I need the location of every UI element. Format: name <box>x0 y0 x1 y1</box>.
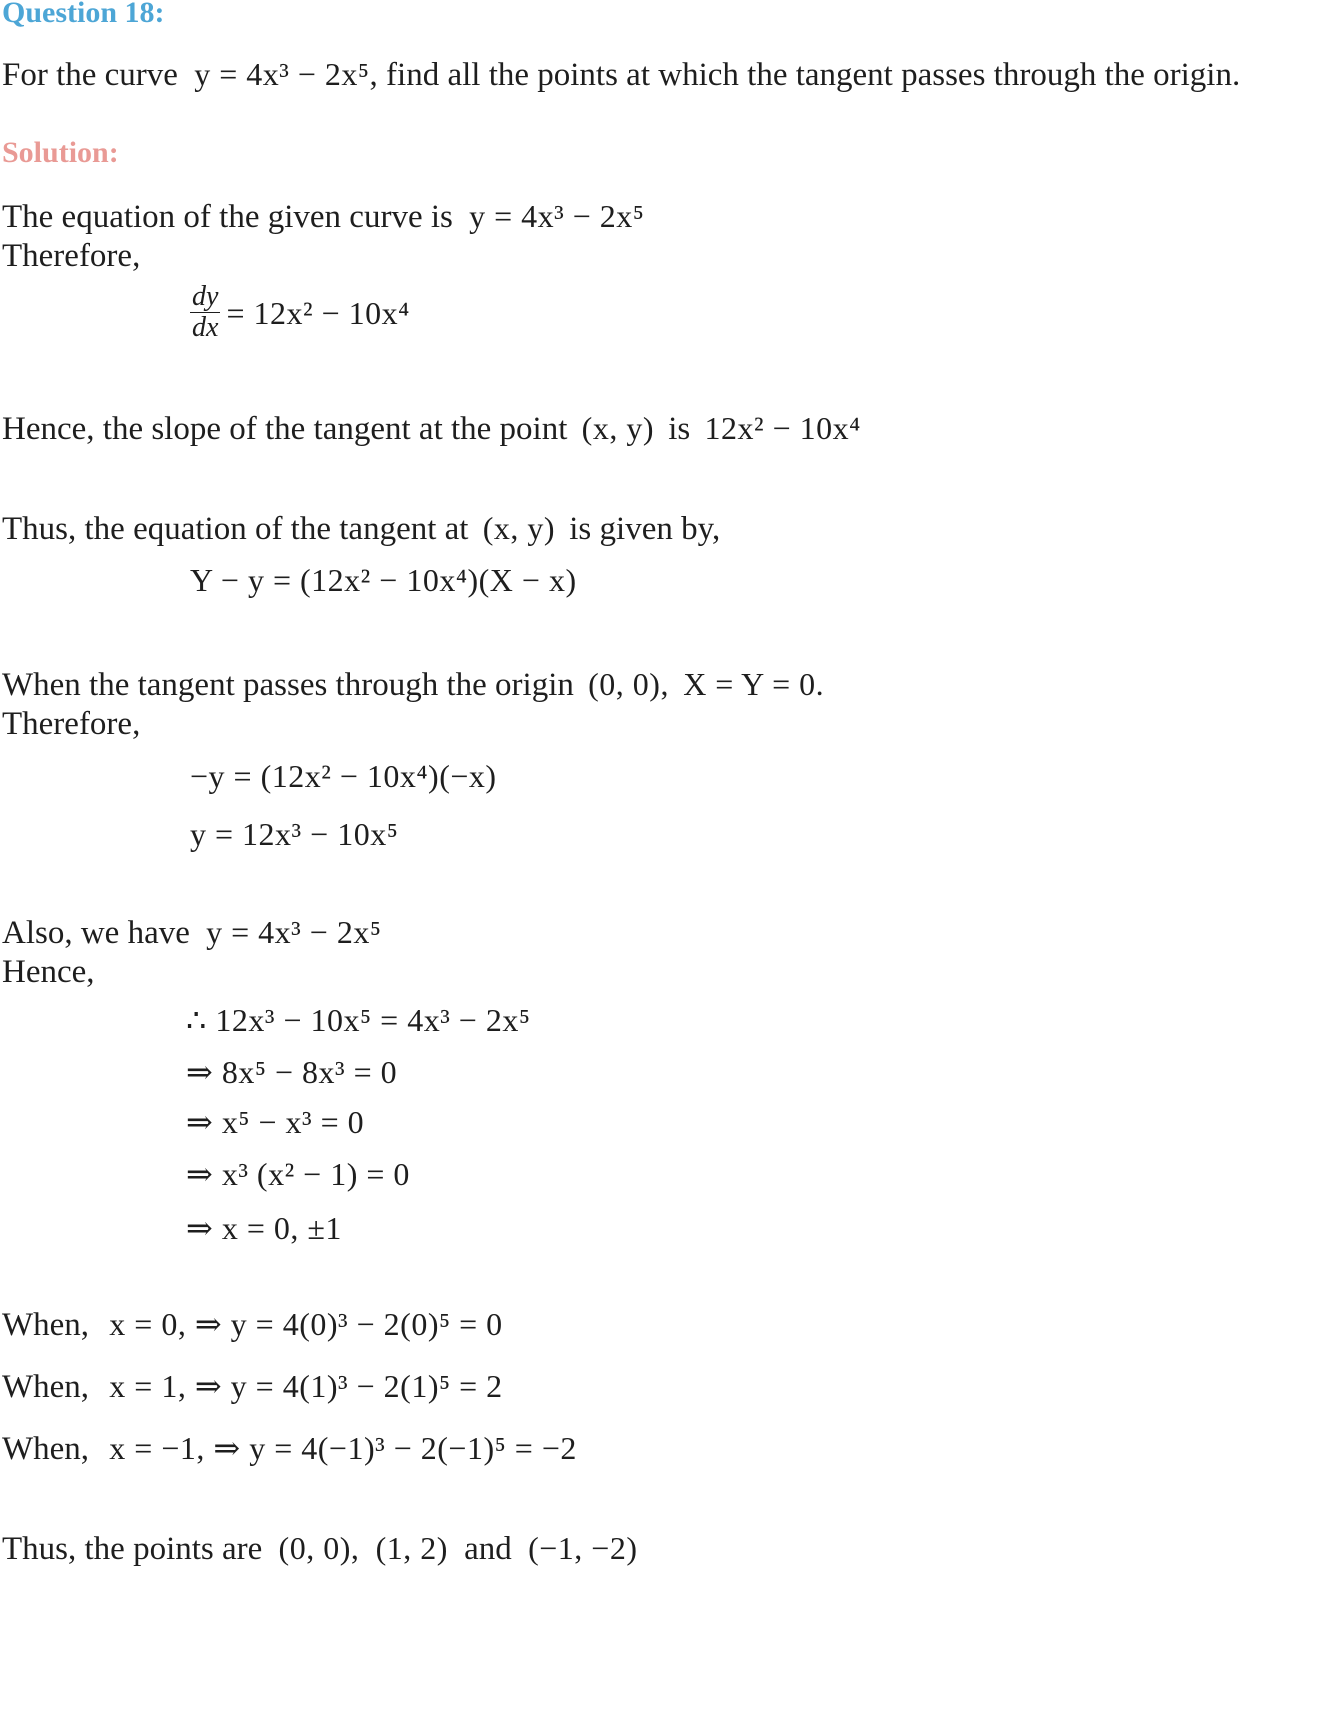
tangent-equation: Y − y = (12x² − 10x⁴)(X − x) <box>190 562 577 598</box>
slope-value: 12x² − 10x⁴ <box>704 410 861 446</box>
step-4: ⇒ x³ (x² − 1) = 0 <box>186 1156 410 1192</box>
step-2: ⇒ 8x⁵ − 8x³ = 0 <box>186 1054 398 1090</box>
therefore-2: Therefore, <box>2 706 141 742</box>
slope-is: is <box>668 411 691 447</box>
statement-suffix: , find all the points at which the tangent passes through the origin. <box>369 57 1241 93</box>
solution-title: Solution: <box>2 136 119 169</box>
origin-point: (0, 0), <box>588 666 669 702</box>
derivative-fraction <box>190 282 220 343</box>
derivative-numerator: dy <box>192 281 219 312</box>
slope-line <box>2 408 861 449</box>
final-point-2: (1, 2) <box>375 1530 448 1566</box>
also-math: y = 4x³ − 2x⁵ <box>206 914 382 950</box>
given-curve-math: y = 4x³ − 2x⁵ <box>469 198 645 234</box>
tangent-given: is given by, <box>569 511 721 547</box>
equation-b: y = 12x³ − 10x⁵ <box>190 816 399 852</box>
case-row-3 <box>2 1428 577 1469</box>
hence-label: Hence, <box>2 954 95 990</box>
step-1: ∴ 12x³ − 10x⁵ = 4x³ − 2x⁵ <box>186 1002 531 1038</box>
equation-a: −y = (12x² − 10x⁴)(−x) <box>190 758 497 794</box>
question-statement <box>2 54 1240 95</box>
also-text: Also, we have <box>2 915 190 951</box>
derivative-equation <box>190 282 410 343</box>
final-and: and <box>464 1531 512 1567</box>
therefore-1: Therefore, <box>2 238 141 274</box>
case-1: x = 0, ⇒ y = 4(0)³ − 2(0)⁵ = 0 <box>109 1306 503 1342</box>
case-row-1 <box>2 1304 503 1345</box>
question-title: Question 18: <box>2 0 165 29</box>
final-point-1: (0, 0), <box>278 1530 360 1566</box>
step-3: ⇒ x⁵ − x³ = 0 <box>186 1104 365 1140</box>
curve-equation: y = 4x³ − 2x⁵ <box>194 56 370 92</box>
tangent-point: (x, y) <box>482 510 556 546</box>
when-label: When, <box>2 1307 90 1343</box>
final-answer <box>2 1528 637 1569</box>
tangent-line <box>2 508 720 549</box>
final-text: Thus, the points are <box>2 1531 263 1567</box>
given-curve-line <box>2 196 644 237</box>
tangent-text: Thus, the equation of the tangent at <box>2 511 469 547</box>
final-point-3: (−1, −2) <box>528 1530 638 1566</box>
case-3: x = −1, ⇒ y = 4(−1)³ − 2(−1)⁵ = −2 <box>109 1430 577 1466</box>
case-2: x = 1, ⇒ y = 4(1)³ − 2(1)⁵ = 2 <box>109 1368 503 1404</box>
derivative-denominator: dx <box>192 312 219 343</box>
given-curve-text: The equation of the given curve is <box>2 199 453 235</box>
slope-text: Hence, the slope of the tangent at the point <box>2 411 568 447</box>
origin-condition: X = Y = 0. <box>683 666 825 702</box>
step-5: ⇒ x = 0, ±1 <box>186 1210 342 1246</box>
also-line <box>2 912 381 953</box>
origin-line <box>2 664 824 705</box>
when-label: When, <box>2 1369 90 1405</box>
slope-point: (x, y) <box>581 410 654 446</box>
case-row-2 <box>2 1366 503 1407</box>
statement-prefix: For the curve <box>2 57 178 93</box>
origin-text: When the tangent passes through the origin <box>2 667 574 703</box>
when-label: When, <box>2 1431 90 1467</box>
derivative-rhs: = 12x² − 10x⁴ <box>226 294 410 331</box>
